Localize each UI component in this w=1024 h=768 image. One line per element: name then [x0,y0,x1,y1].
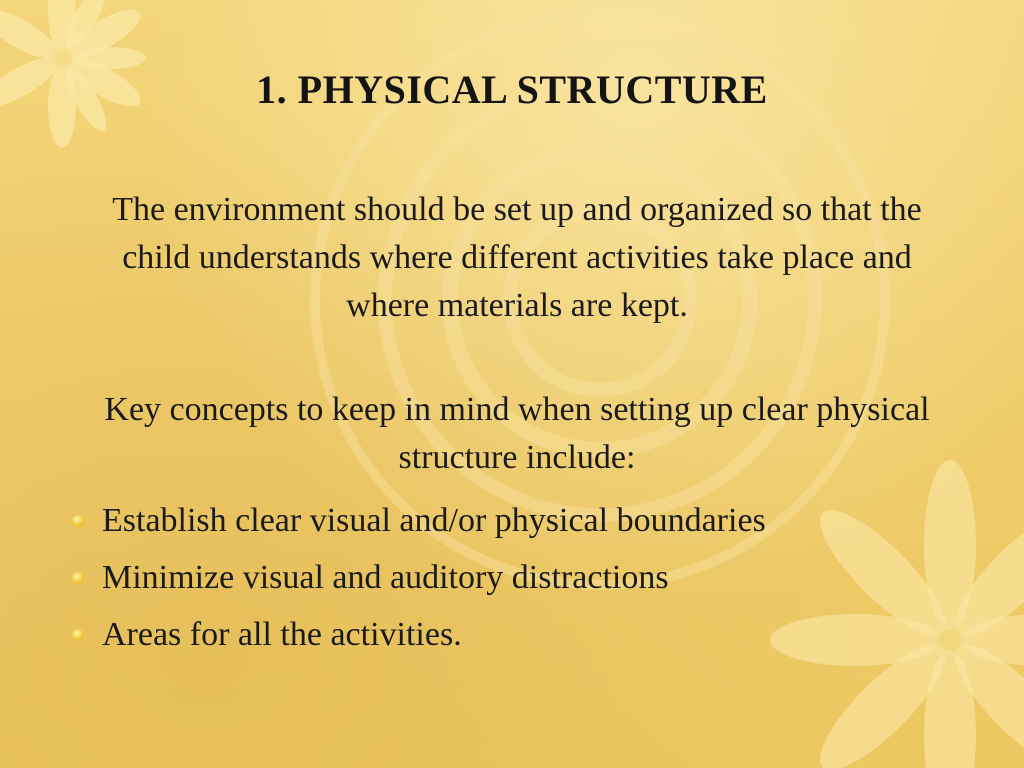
slide-title: 1. PHYSICAL STRUCTURE [256,67,768,112]
list-item [70,606,766,663]
list-item [70,549,766,606]
bullet-list [70,492,766,663]
bullet-text: Minimize visual and auditory distractions [102,559,669,596]
flower-icon [770,460,1024,768]
bullet-dot-icon [72,515,84,527]
bullet-dot-icon [72,629,84,641]
bullet-dot-icon [72,572,84,584]
bullet-text: Establish clear visual and/or physical boundaries [102,502,766,539]
paragraph-environment: The environment should be set up and organized so that the child understands where different activities take place and where materials are kept. [112,191,922,324]
paragraph-key-concepts: Key concepts to keep in mind when setting up clear physical structure include: [104,391,930,476]
list-item [70,492,766,549]
bullet-text: Areas for all the activities. [102,616,462,653]
